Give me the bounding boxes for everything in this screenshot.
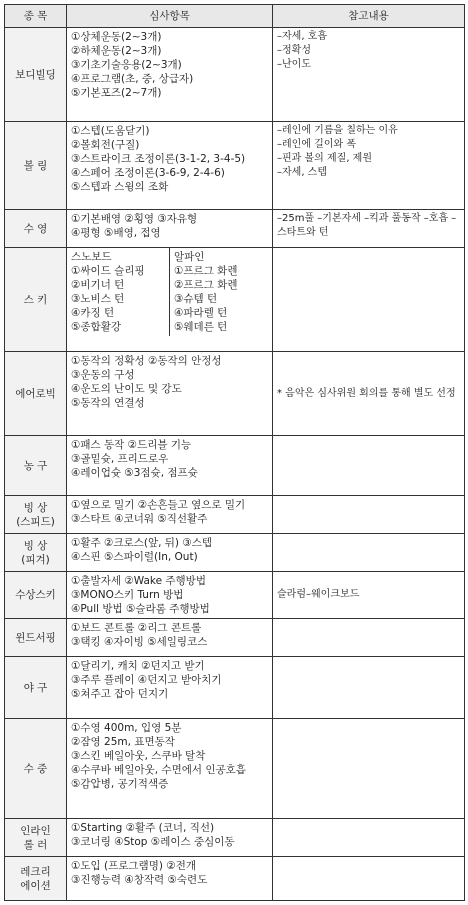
notes-cell — [273, 719, 465, 819]
items-cell — [67, 719, 273, 819]
list-item: ③기초기술응용(2∼3개) — [71, 59, 182, 71]
note-item: –레인에 기름을 칠하는 이유 — [277, 125, 398, 136]
evaluation-table — [4, 4, 465, 901]
list-item: ④파라렐 턴 — [174, 307, 228, 319]
category-label: (피겨) — [21, 553, 50, 566]
notes-cell — [273, 122, 465, 210]
table-row — [5, 28, 465, 122]
note-item: –레인에 길이와 폭 — [277, 139, 356, 150]
table-row — [5, 572, 465, 619]
category-cell — [5, 619, 67, 657]
category-label: 레크리 — [20, 865, 51, 878]
list-item: ①스텝(도움닫기) — [71, 125, 150, 137]
note-item: * 음악은 심사위원 회의를 통해 별도 선정 — [277, 387, 456, 399]
table-row — [5, 496, 465, 534]
notes-cell — [273, 28, 465, 122]
category-cell — [5, 248, 67, 352]
items-cell — [67, 857, 273, 901]
category-cell — [5, 657, 67, 719]
list-item: ④스페어 조정이론(3-6-9, 2-4-6) — [71, 167, 225, 179]
list-item: ①수영 400m, 입영 5분 — [71, 722, 182, 734]
notes-cell — [273, 657, 465, 719]
list-item: ①Starting ②활주 (코너, 직선) — [71, 822, 215, 834]
category-label: 농 구 — [23, 459, 48, 472]
category-label: 볼 링 — [23, 159, 48, 172]
list-item: ④Pull 방법 ⑤슬라롬 주행방법 — [71, 603, 210, 615]
list-item: ②비기너 턴 — [71, 279, 125, 291]
list-item: ③골밑슛, 프리드로우 — [71, 453, 169, 465]
list-item: ③스타트 ④코너워 ⑤직선활주 — [71, 513, 208, 525]
ski-column-right — [169, 248, 272, 336]
list-item: ⑤쳐주고 잡아 던지기 — [71, 688, 169, 700]
category-label: 보디빌딩 — [15, 68, 56, 81]
list-item: ①출발자세 ②Wake 주행방법 — [71, 575, 206, 587]
list-item: ⑤기본포즈(2∼7개) — [71, 87, 162, 99]
list-item: ②볼회전(구질) — [71, 139, 140, 151]
items-cell — [67, 572, 273, 619]
notes-cell — [273, 857, 465, 901]
category-label: 에어로빅 — [15, 387, 56, 400]
table-row — [5, 619, 465, 657]
note-item: –25m풀 –기본자세 –킥과 풀동작 –호흡 –스타트와 턴 — [277, 213, 457, 238]
list-item: ⑤스텝과 스윙의 조화 — [71, 181, 169, 193]
category-label: 야 구 — [23, 681, 48, 694]
list-item: ⑤웨데른 턴 — [174, 321, 228, 333]
items-cell — [67, 28, 273, 122]
category-label: 빙 상 — [23, 539, 48, 552]
ski-column-left — [67, 248, 169, 336]
list-item: 알파인 — [174, 251, 205, 263]
notes-cell — [273, 496, 465, 534]
table-row — [5, 122, 465, 210]
notes-cell — [273, 819, 465, 857]
category-cell — [5, 28, 67, 122]
list-item: ③슈템 턴 — [174, 293, 218, 305]
list-item: ⑤종합활강 — [71, 321, 121, 333]
category-cell — [5, 436, 67, 496]
items-cell — [67, 496, 273, 534]
notes-cell — [273, 572, 465, 619]
items-cell — [67, 248, 273, 352]
category-cell — [5, 210, 67, 248]
list-item: ④운도의 난이도 및 강도 — [71, 383, 182, 395]
category-cell — [5, 534, 67, 572]
list-item: 스노보드 — [71, 251, 112, 263]
list-item: ②잠영 25m, 표면동작 — [71, 736, 175, 748]
table-row — [5, 719, 465, 819]
table-row — [5, 857, 465, 901]
list-item: ①도입 (프로그램명) ②전개 — [71, 860, 196, 872]
table-body — [5, 28, 465, 901]
list-item: ③노비스 턴 — [71, 293, 125, 305]
list-item: ④카징 턴 — [71, 307, 115, 319]
category-cell — [5, 352, 67, 436]
header-items: 심사항목 — [67, 5, 273, 28]
note-item: 슬라럼–웨이크보드 — [277, 589, 360, 600]
note-item: –자세, 스텝 — [277, 167, 327, 178]
category-cell — [5, 572, 67, 619]
category-cell — [5, 496, 67, 534]
category-label: 스 키 — [23, 293, 48, 306]
category-cell — [5, 819, 67, 857]
items-cell — [67, 534, 273, 572]
table-row — [5, 210, 465, 248]
list-item: ①옆으로 밀기 ②손흔들고 옆으로 밀기 — [71, 499, 246, 511]
notes-cell — [273, 619, 465, 657]
list-item: ③운동의 구성 — [71, 369, 135, 381]
list-item: ④수쿠바 베일아웃, 수면에서 인공호흡 — [71, 764, 246, 776]
category-label: 인라인 — [20, 824, 51, 837]
list-item: ①기본배영 ②횡영 ③자유형 — [71, 213, 198, 225]
list-item: ①상체운동(2∼3개) — [71, 31, 162, 43]
items-cell — [67, 210, 273, 248]
list-item: ①활주 ②크로스(앞, 뒤) ③스텝 — [71, 537, 213, 549]
list-item: ③스킨 베일아웃, 스쿠바 탈착 — [71, 750, 206, 762]
ski-columns — [67, 248, 272, 336]
table-header-row — [5, 5, 465, 28]
list-item: ③MONO스키 Turn 방법 — [71, 589, 184, 601]
category-label: 수 영 — [23, 222, 48, 235]
items-cell — [67, 436, 273, 496]
list-item: ①보드 콘트롤 ②리그 콘트롤 — [71, 622, 202, 634]
category-cell — [5, 857, 67, 901]
note-item: –핀과 볼의 제질, 제원 — [277, 153, 372, 164]
list-item: ⑤감압병, 공기적색증 — [71, 778, 169, 790]
category-label: 롤 러 — [23, 838, 48, 851]
list-item: ③스트라이크 조정이론(3-1-2, 3-4-5) — [71, 153, 246, 165]
list-item: ④스핀 ⑤스파이럴(In, Out) — [71, 551, 198, 563]
table-row — [5, 436, 465, 496]
table-row — [5, 819, 465, 857]
items-cell — [67, 619, 273, 657]
list-item: ①프르그 화렌 — [174, 265, 238, 277]
category-cell — [5, 719, 67, 819]
category-cell — [5, 122, 67, 210]
header-category: 종 목 — [5, 5, 67, 28]
list-item: ①패스 동작 ②드리블 기능 — [71, 439, 192, 451]
notes-cell — [273, 534, 465, 572]
list-item: ④평형 ⑤배영, 접영 — [71, 227, 161, 239]
category-label: (스피드) — [16, 515, 55, 528]
items-cell — [67, 657, 273, 719]
table-row — [5, 248, 465, 352]
note-item: –정확성 — [277, 45, 311, 56]
notes-cell — [273, 210, 465, 248]
list-item: ①싸이드 슬리핑 — [71, 265, 145, 277]
table-row — [5, 534, 465, 572]
header-notes: 참고내용 — [273, 5, 465, 28]
items-cell — [67, 352, 273, 436]
list-item: ③코너링 ④Stop ⑤레이스 중심이동 — [71, 836, 235, 848]
category-label: 윈드서핑 — [15, 631, 56, 644]
evaluation-table-container — [4, 4, 464, 901]
list-item: ①달리기, 캐치 ②던지고 받기 — [71, 660, 205, 672]
list-item: ③주루 플레이 ④던지고 받아치기 — [71, 674, 222, 686]
notes-cell — [273, 248, 465, 352]
list-item: ②하체운동(2∼3개) — [71, 45, 162, 57]
table-row — [5, 657, 465, 719]
list-item: ③택킹 ④자이빙 ⑤세일링코스 — [71, 636, 208, 648]
category-label: 빙 상 — [23, 501, 48, 514]
category-label: 에이션 — [20, 879, 51, 892]
list-item: ④레이업슛 ⑤3점슛, 점프슛 — [71, 467, 198, 479]
table-row — [5, 352, 465, 436]
note-item: –난이도 — [277, 59, 311, 70]
note-item: –자세, 호흡 — [277, 31, 327, 42]
notes-cell — [273, 436, 465, 496]
category-label: 수상스키 — [15, 589, 56, 601]
items-cell — [67, 819, 273, 857]
list-item: ③진행능력 ④창작력 ⑤숙련도 — [71, 874, 208, 886]
category-label: 수 중 — [23, 762, 48, 775]
list-item: ①동작의 정확성 ②동작의 안정성 — [71, 355, 222, 367]
items-cell — [67, 122, 273, 210]
list-item: ②프르그 화렌 — [174, 279, 238, 291]
list-item: ④프로그램(초, 중, 상급자) — [71, 73, 194, 85]
notes-cell — [273, 352, 465, 436]
list-item: ⑤동작의 연결성 — [71, 397, 145, 409]
